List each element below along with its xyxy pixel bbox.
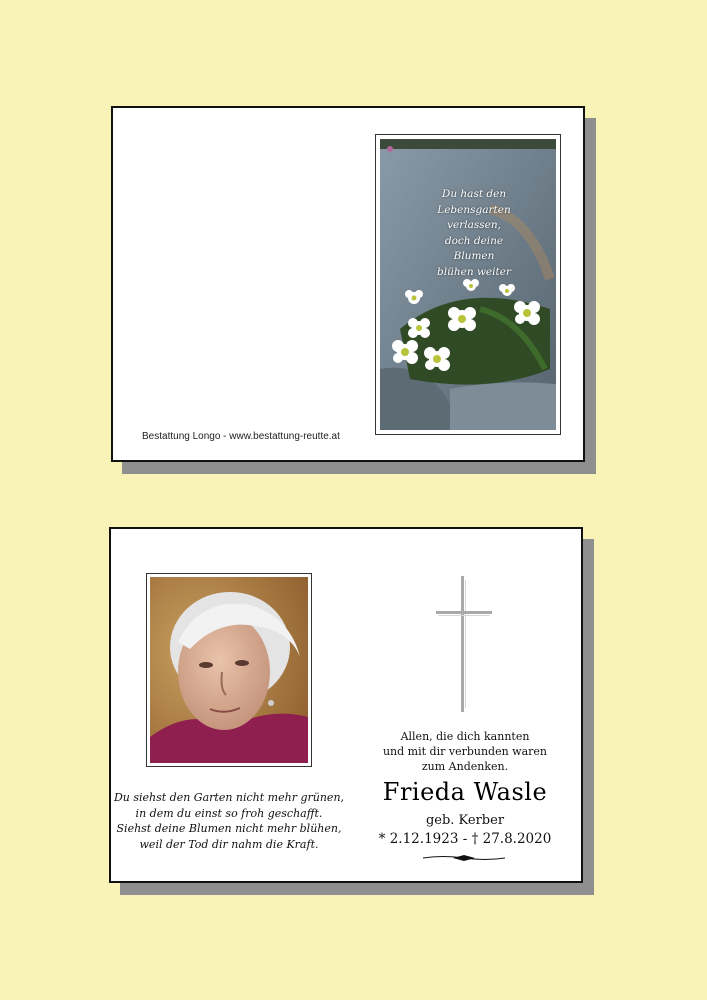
- poem-line: Du siehst den Garten nicht mehr grünen,: [113, 791, 345, 804]
- memorial-poem: [111, 790, 347, 852]
- funeral-home-credit: Bestattung Longo - www.bestattung-reutte.at: [142, 431, 340, 442]
- verse-line: blühen weiter: [437, 265, 511, 278]
- poem-line: Siehst deine Blumen nicht mehr blühen,: [116, 822, 342, 835]
- remembrance-line: zum Andenken.: [421, 760, 509, 773]
- flower-rock-photo: [380, 139, 556, 430]
- portrait-photo: [150, 577, 308, 763]
- remembrance-line: Allen, die dich kannten: [400, 730, 530, 743]
- verse-line: verlassen,: [447, 219, 501, 231]
- verse-line: Blumen: [453, 250, 495, 262]
- flower-photo-frame: [375, 134, 561, 435]
- verse-line: Lebensgarten: [437, 203, 511, 216]
- ornament-divider: [423, 854, 505, 862]
- deceased-name: Frieda Wasle: [382, 778, 548, 806]
- verse-line: Du hast den: [441, 188, 507, 200]
- verse-line: doch deine: [444, 234, 504, 247]
- poem-line: in dem du einst so froh geschafft.: [135, 806, 323, 820]
- remembrance-line: und mit dir verbunden waren: [382, 745, 548, 758]
- cross-icon: [436, 576, 492, 712]
- poem-line: weil der Tod dir nahm die Kraft.: [139, 837, 319, 851]
- remembrance-text: [361, 729, 569, 774]
- portrait-frame: [146, 573, 312, 767]
- inside-card: [109, 527, 583, 883]
- life-dates: * 2.12.1923 - † 27.8.2020: [378, 831, 552, 847]
- maiden-name: geb. Kerber: [425, 813, 505, 828]
- verse-overlay: [418, 187, 530, 280]
- front-card: [111, 106, 585, 462]
